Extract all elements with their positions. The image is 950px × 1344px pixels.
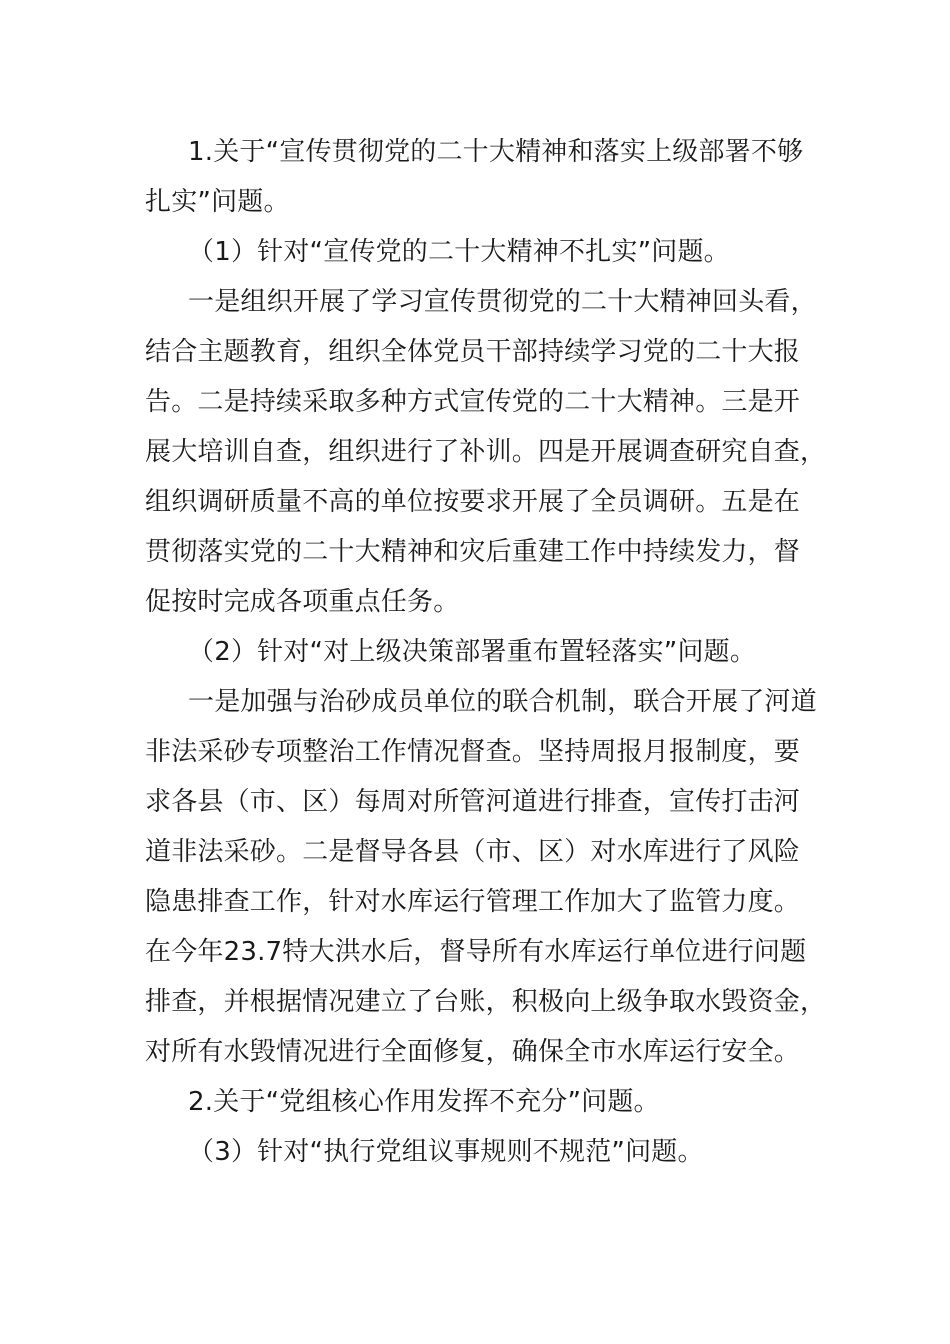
paragraph-2-line-2: 非法采砂专项整治工作情况督查。坚持周报月报制度，要: [145, 737, 801, 767]
paragraph-2-line-8: 对所有水毁情况进行全面修复，确保全市水库运行安全。: [145, 1037, 801, 1067]
paragraph-1-line-7: 促按时完成各项重点任务。: [145, 587, 460, 617]
heading-1-line-1: 1.关于“宣传贯彻党的二十大精神和落实上级部署不够: [188, 137, 804, 167]
paragraph-1-line-2: 结合主题教育，组织全体党员干部持续学习党的二十大报: [145, 337, 801, 367]
paragraph-2-line-3: 求各县（市、区）每周对所管河道进行排查，宣传打击河: [145, 787, 801, 817]
subheading-1: （1）针对“宣传党的二十大精神不扎实”问题。: [188, 237, 730, 267]
paragraph-1-line-5: 组织调研质量不高的单位按要求开展了全员调研。五是在: [145, 487, 801, 517]
paragraph-2-line-5: 隐患排查工作，针对水库运行管理工作加大了监管力度。: [145, 887, 801, 917]
paragraph-1-line-1: 一是组织开展了学习宣传贯彻党的二十大精神回头看，: [188, 287, 817, 317]
paragraph-2-line-7: 排查，并根据情况建立了台账，积极向上级争取水毁资金，: [145, 987, 827, 1017]
paragraph-1-line-6: 贯彻落实党的二十大精神和灾后重建工作中持续发力，督: [145, 537, 801, 567]
paragraph-1-line-3: 告。二是持续采取多种方式宣传党的二十大精神。三是开: [145, 387, 801, 417]
paragraph-1-line-4: 展大培训自查，组织进行了补训。四是开展调查研究自查，: [145, 437, 827, 467]
paragraph-2-line-6: 在今年23.7特大洪水后，督导所有水库运行单位进行问题: [145, 937, 807, 967]
paragraph-2-line-4: 道非法采砂。二是督导各县（市、区）对水库进行了风险: [145, 837, 801, 867]
subheading-3: （3）针对“执行党组议事规则不规范”问题。: [188, 1137, 704, 1167]
heading-1-line-2: 扎实”问题。: [145, 187, 290, 217]
heading-2: 2.关于“党组核心作用发挥不充分”问题。: [188, 1087, 660, 1117]
paragraph-2-line-1: 一是加强与治砂成员单位的联合机制，联合开展了河道: [188, 687, 817, 717]
subheading-2: （2）针对“对上级决策部署重布置轻落实”问题。: [188, 637, 757, 667]
